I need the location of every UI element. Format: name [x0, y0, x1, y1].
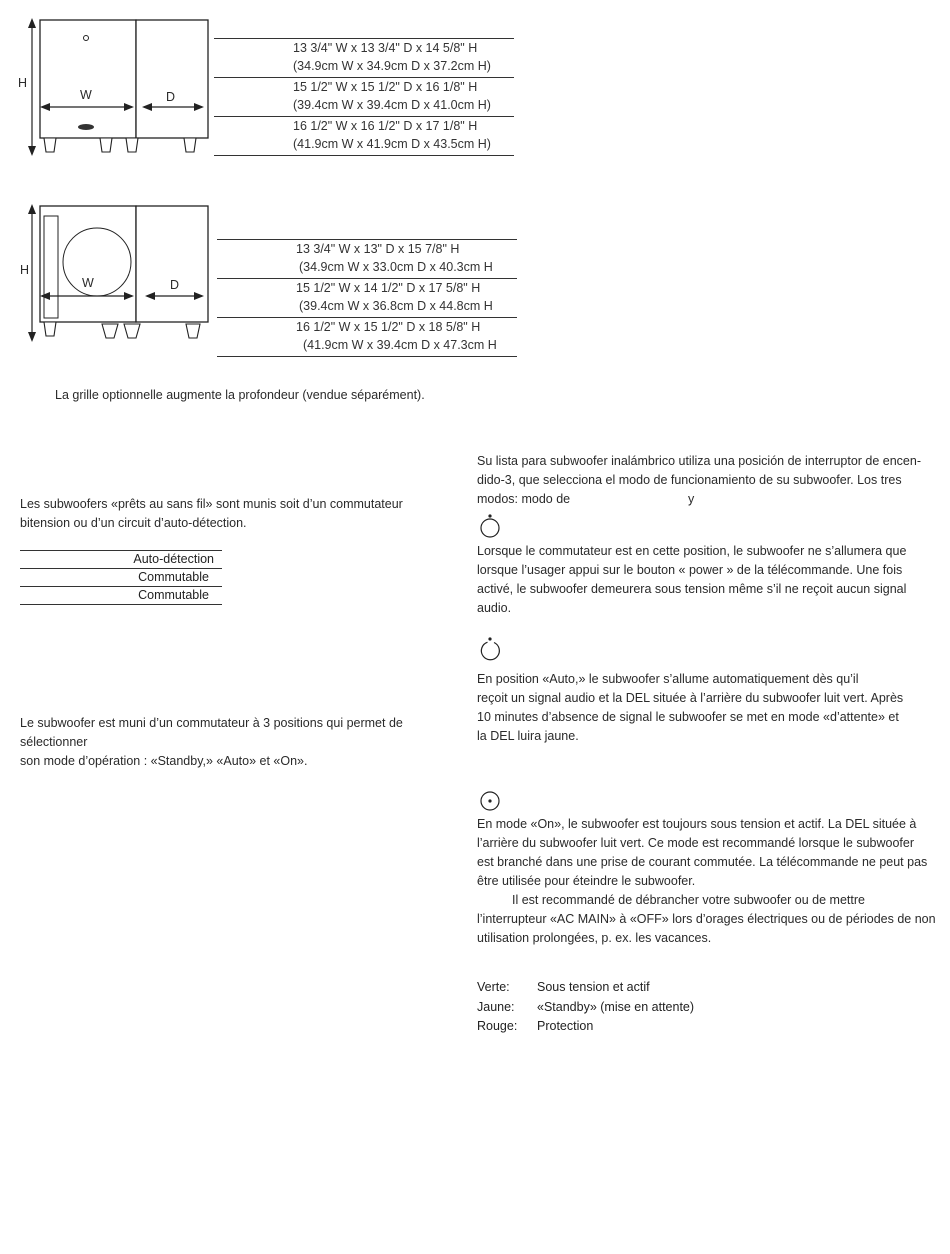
- width-label-2: W: [82, 276, 94, 290]
- switch-intro: Le subwoofer est muni d’un commutateur à 3 positions qui permet de sélectionner son mode d’opération : «Standby,» «Auto» et «On».: [20, 716, 403, 768]
- depth-label-1: D: [166, 90, 176, 104]
- width-label-1: W: [80, 88, 92, 102]
- led-status-table: [477, 978, 694, 1037]
- depth-label-2: D: [170, 278, 180, 292]
- led-row: Verte: Sous tension et actif: [477, 980, 650, 994]
- on-description: En mode «On», le subwoofer est toujours sous tension et actif. La DEL située à l’arrière du subwoofer luit vert. Ce mode est recommandé lorsque le subwoofer est branché dans une prise de courant commutée. La télécommande ne peut pas être utilisée pour éteindre le subwoofer. Il est recommandé de débrancher votre subwoofer ou de mettre l’interrupteur «AC MAIN» à «OFF» lors d’orages électriques ou de périodes de non utilisation prolongées, p. ex. les vacances.: [477, 817, 936, 945]
- table-row: Auto-détection: [20, 550, 222, 568]
- led-row: Jaune: «Standby» (mise en attente): [477, 999, 695, 1014]
- dimension-row: 15 1/2" W x 14 1/2" D x 17 5/8" H (39.4cm W x 36.8cm D x 44.8cm H: [217, 278, 517, 317]
- dimension-row: 13 3/4" W x 13 3/4" D x 14 5/8" H (34.9cm W x 34.9cm D x 37.2cm H): [214, 38, 514, 77]
- auto-description: En position «Auto,» le subwoofer s’allume automatiquement dès qu’il reçoit un signal audio et la DEL située à l’arrière du subwoofer luit vert. Après 10 minutes d’absence de signal le subwoofer se met en mode «d’attente» et la DEL luira jaune.: [477, 672, 904, 743]
- dimension-row: 13 3/4" W x 13" D x 15 7/8" H (34.9cm W x 33.0cm D x 40.3cm H: [217, 239, 517, 278]
- spanish-intro: Su lista para subwoofer inalámbrico utiliza una posición de interruptor de encen- dido-3, que selecciona el modo de funcionamiento de su subwoofer. Los tres modos: modo de y: [477, 454, 922, 506]
- dimension-row: 16 1/2" W x 16 1/2" D x 17 1/8" H (41.9cm W x 41.9cm D x 43.5cm H): [214, 116, 514, 156]
- dimensions-table-1: [214, 38, 514, 156]
- standby-description: Lorsque le commutateur est en cette position, le subwoofer ne s’allumera que lorsque l’usager appui sur le bouton « power » de la télécommande. Une fois activé, le subwoofer demeurera sous tension même s’il ne reçoit aucun signal audio.: [477, 544, 907, 615]
- dimension-row: 15 1/2" W x 15 1/2" D x 16 1/8" H (39.4cm W x 39.4cm D x 41.0cm H): [214, 77, 514, 116]
- table-row: Commutable: [20, 568, 222, 586]
- subwoofer-diagram-1: [14, 14, 214, 164]
- grille-note: La grille optionnelle augmente la profondeur (vendue séparément).: [55, 388, 425, 402]
- dimension-row: 16 1/2" W x 15 1/2" D x 18 5/8" H (41.9cm W x 39.4cm D x 47.3cm H: [217, 317, 517, 357]
- auto-power-icon: [479, 635, 503, 663]
- led-row: Rouge: Protection: [477, 1019, 594, 1033]
- dimensions-table-2: [217, 239, 517, 357]
- subwoofer-diagram-2: [14, 200, 214, 350]
- table-row: Commutable: [20, 586, 222, 605]
- height-label-1: H: [18, 76, 28, 90]
- standby-power-icon: [479, 512, 503, 540]
- height-label-2: H: [20, 263, 30, 277]
- switch-type-table: [20, 550, 222, 605]
- wireless-intro: Les subwoofers «prêts au sans fil» sont munis soit d’un commutateur bitension ou d’un circuit d’auto-détection.: [20, 497, 403, 530]
- on-power-icon: [479, 790, 503, 814]
